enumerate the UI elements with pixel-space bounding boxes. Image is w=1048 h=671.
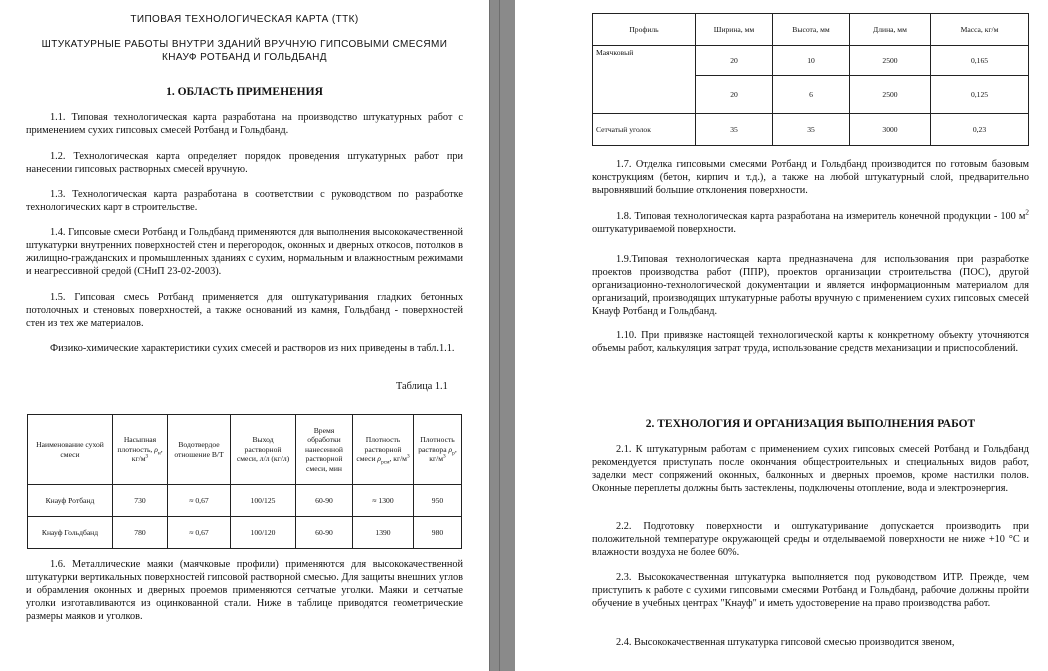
- paragraph-2-3: 2.3. Высококачественная штукатурка выполняется под руководством ИТР. Прежде, чем приступить к работе с сухими гипсовыми смесями Ротбанд и Гольдбанд, рабочие должны пройти обучение в учебных центрах "Кнауф" и иметь удостоверение на право производства работ.: [592, 572, 1029, 609]
- table-row: [28, 485, 462, 517]
- th-bulk-density: Насыпная плотность, $\rho_н$, $кг/м^3$: [113, 415, 168, 485]
- cell-length: 2500: [850, 46, 931, 76]
- cell-bulk: 780: [113, 517, 168, 549]
- table-header-row: [593, 14, 1029, 46]
- cell-bulk: 730: [113, 485, 168, 517]
- doc-title: ТИПОВАЯ ТЕХНОЛОГИЧЕСКАЯ КАРТА (ТТК): [130, 14, 359, 25]
- paragraph-1-7: 1.7. Отделка гипсовыми смесями Ротбанд и Гольдбанд производится по готовым базовым конструкциям (бетон, кирпич и т.д.), а также на любой штукатурный слой, предварительно выровнявший большие отклонения поверхности.: [592, 159, 1029, 196]
- th-mass: Масса, кг/м: [931, 14, 1029, 46]
- cell-height: 6: [773, 76, 850, 114]
- cell-profile: Маячковый: [593, 46, 696, 114]
- table-row: [28, 517, 462, 549]
- cell-dens-sol: 980: [414, 517, 462, 549]
- cell-mass: 0,165: [931, 46, 1029, 76]
- paragraph-1-4: 1.4. Гипсовые смеси Ротбанд и Гольдбанд применяются для выполнения высококачественной штукатурки внутренних поверхностей стен и перегородок, оконных и дверных откосов, потолков в жилищно-гражданских и промышленных зданиях с сухим, нормальным и влажностным режимами и неагрессивной средой (СНиП 23-02-2003).: [26, 227, 463, 277]
- paragraph-2-1: 2.1. К штукатурным работам с применением сухих гипсовых смесей Ротбанд и Гольдбанд рекомендуется приступать после окончания общестроительных и специальных видов работ, заделки мест сопряжений оконных, балконных и дверных проемов, кроме настилки полов. Оконные переплеты должны быть застеклены, подключены отопление, вода и электроэнергия.: [592, 444, 1029, 494]
- paragraph-1-8: 1.8. Типовая технологическая карта разработана на измеритель конечной продукции - 100 $м^2$ оштукатуриваемой поверхности.: [592, 208, 1029, 235]
- cell-name: Кнауф Ротбанд: [28, 485, 113, 517]
- th-mix-yield: Выход растворной смеси, л/л (кг/л): [231, 415, 296, 485]
- paragraph-1-10: 1.10. При привязке настоящей технологической карты к конкретному объекту уточняются объемы работ, калькуляция затрат труда, использование средств механизации и приспособлений.: [592, 330, 1029, 354]
- th-water-gypsum: Водотвердое отношение В/Т: [168, 415, 231, 485]
- properties-table: [27, 414, 462, 549]
- th-mix-density: Плотность растворной смеси $\rho_{рсм}$, $кг/м^3$: [353, 415, 414, 485]
- paragraph-1-1: 1.1. Типовая технологическая карта разработана на производство штукатурных работ с применением сухих гипсовых смесей Ротбанд и Гольдбанд.: [26, 112, 463, 136]
- section-heading-2: 2. ТЕХНОЛОГИЯ И ОРГАНИЗАЦИЯ ВЫПОЛНЕНИЯ РАБОТ: [645, 418, 976, 430]
- paragraph-2-4: 2.4. Высококачественная штукатурка гипсовой смесью производится звеном,: [616, 637, 955, 648]
- th-width: Ширина, мм: [696, 14, 773, 46]
- page-gap: [489, 0, 515, 671]
- cell-mass: 0,23: [931, 114, 1029, 146]
- doc-subtitle-line-1: ШТУКАТУРНЫЕ РАБОТЫ ВНУТРИ ЗДАНИЙ ВРУЧНУЮ ГИПСОВЫМИ СМЕСЯМИ: [41, 39, 448, 50]
- paragraph-1-9: 1.9.Типовая технологическая карта предназначена для использования при разработке проектов производства работ (ППР), проектов организации строительства (ПОС), другой организационно-технологической документации и является информационным материалом для организаций, производящих штукатурные работы вручную с применением сухих гипсовых смесей Кнауф Ротбанд и Гольдбанд.: [592, 254, 1029, 317]
- document-page-right: [515, 0, 1048, 671]
- th-solution-density: Плотность раствора $\rho_р$, $кг/м^3$: [414, 415, 462, 485]
- document-page-left: [0, 0, 489, 671]
- cell-width: 20: [696, 76, 773, 114]
- doc-subtitle-line-2: КНАУФ РОТБАНД И ГОЛЬДБАНД: [162, 52, 327, 63]
- th-profile: Профиль: [593, 14, 696, 46]
- cell-yield: 100/120: [231, 517, 296, 549]
- cell-width: 35: [696, 114, 773, 146]
- paragraph-1-2: 1.2. Технологическая карта определяет порядок проведения штукатурных работ при нанесении гипсовых растворных смесей вручную.: [26, 151, 463, 175]
- page-edge-left: [489, 0, 490, 671]
- th-working-time: Время обработки нанесенной растворной смеси, мин: [296, 415, 353, 485]
- cell-profile: Сетчатый уголок: [593, 114, 696, 146]
- cell-wg: ≈ 0,67: [168, 517, 231, 549]
- cell-time: 60-90: [296, 485, 353, 517]
- cell-width: 20: [696, 46, 773, 76]
- cell-wg: ≈ 0,67: [168, 485, 231, 517]
- table-row: [593, 114, 1029, 146]
- cell-name: Кнауф Гольдбанд: [28, 517, 113, 549]
- table-header-row: [28, 415, 462, 485]
- paragraph-1-6: 1.6. Металлические маяки (маячковые профили) применяются для высококачественной штукатурки вертикальных поверхностей гипсовой растворной смесью. Для защиты внешних углов и обрамления оконных и дверных проемов применяются сетчатые уголки. Маяки и сетчатые уголки изготавливаются из оцинкованной стали. Ниже в таблице приводятся геометрические размеры маяков и уголков.: [26, 559, 463, 622]
- cell-yield: 100/125: [231, 485, 296, 517]
- paragraph-phys-chem: Физико-химические характеристики сухих смесей и растворов из них приведены в табл.1.1.: [50, 343, 455, 354]
- cell-mass: 0,125: [931, 76, 1029, 114]
- cell-height: 10: [773, 46, 850, 76]
- section-heading-1: 1. ОБЛАСТЬ ПРИМЕНЕНИЯ: [166, 86, 323, 98]
- th-mix-name: Наименование сухой смеси: [28, 415, 113, 485]
- cell-dens-mix: ≈ 1300: [353, 485, 414, 517]
- table-row: [593, 46, 1029, 76]
- cell-length: 2500: [850, 76, 931, 114]
- paragraph-1-5: 1.5. Гипсовая смесь Ротбанд применяется для оштукатуривания гладких бетонных потолочных и стеновых поверхностей, а также оснований из камня, Гольдбанд - поверхностей стен из тех же материалов.: [26, 292, 463, 329]
- cell-dens-mix: 1390: [353, 517, 414, 549]
- paragraph-2-2: 2.2. Подготовку поверхности и оштукатуривание допускается производить при положительной температуре окружающей среды и отделываемой поверхности не ниже +10 °С и влажности воздуха не более 60%.: [592, 521, 1029, 558]
- cell-dens-sol: 950: [414, 485, 462, 517]
- paragraph-1-3: 1.3. Технологическая карта разработана в соответствии с руководством по разработке технологических карт в строительстве.: [26, 189, 463, 213]
- th-length: Длина, мм: [850, 14, 931, 46]
- profiles-table: [592, 13, 1029, 146]
- cell-length: 3000: [850, 114, 931, 146]
- page-edge-mid: [499, 0, 500, 671]
- cell-time: 60-90: [296, 517, 353, 549]
- table-caption: Таблица 1.1: [396, 381, 448, 392]
- th-height: Высота, мм: [773, 14, 850, 46]
- cell-height: 35: [773, 114, 850, 146]
